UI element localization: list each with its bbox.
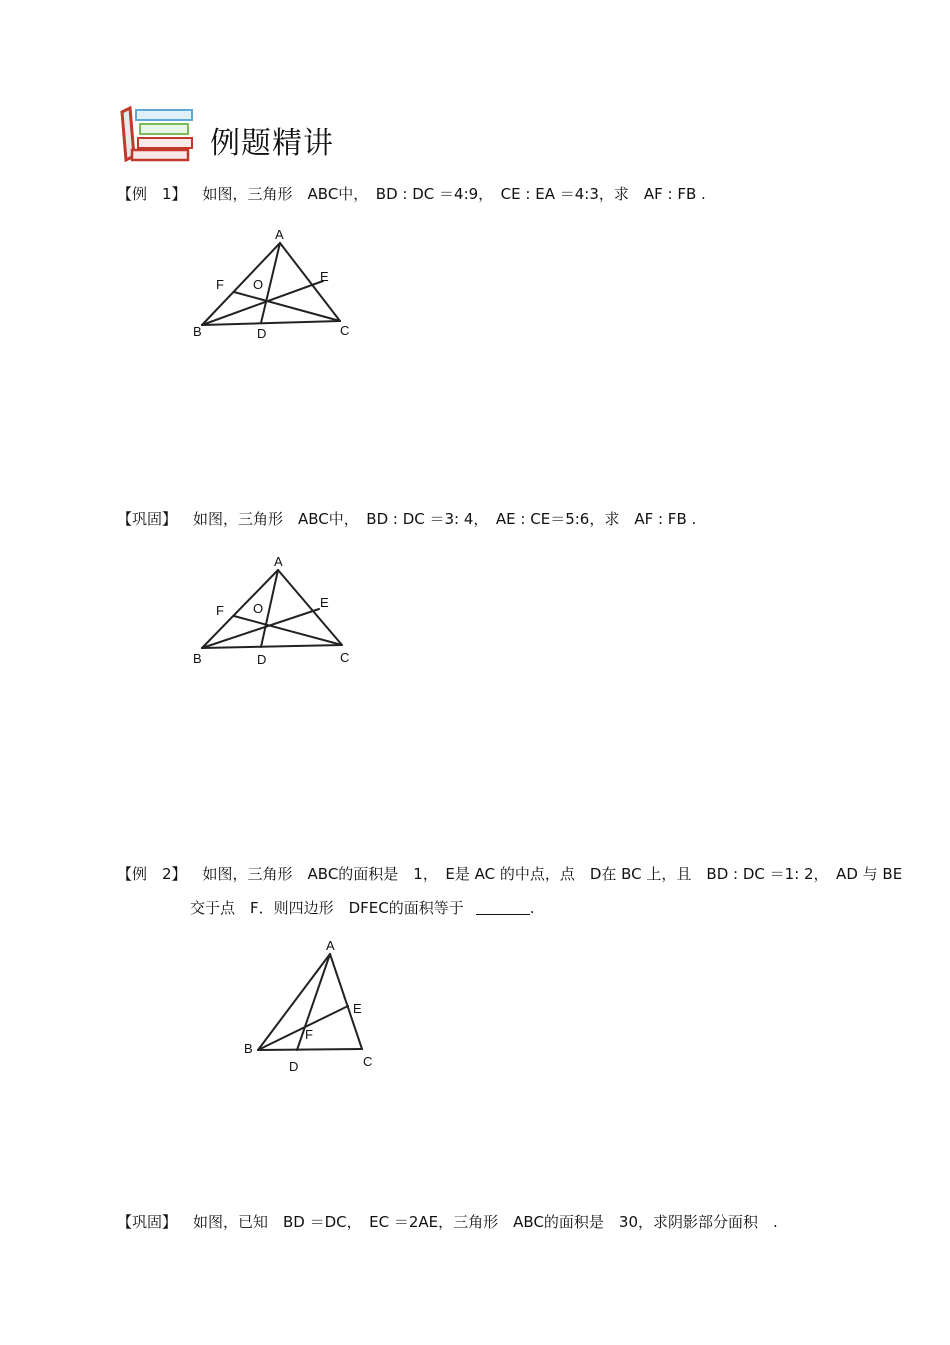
label-c: C — [363, 1054, 373, 1069]
label-c: C — [340, 323, 350, 338]
label-e: E — [320, 595, 329, 610]
problem-consolidate-2 — [117, 1212, 778, 1232]
problem-example-1 — [117, 184, 706, 204]
segment-bc — [258, 1049, 362, 1050]
label-o: O — [253, 277, 264, 292]
label-c: C — [340, 650, 350, 665]
problem-tag: 【巩固】 — [117, 510, 178, 528]
label-b: B — [193, 651, 202, 666]
problem-text-continued: 交于点 F．则四边形 DFEC的面积等于 — [190, 899, 464, 917]
segment-bc — [202, 645, 342, 648]
label-o: O — [253, 601, 264, 616]
label-a: A — [274, 554, 283, 569]
triangle-figure-2 — [180, 552, 380, 677]
answer-blank — [476, 900, 530, 915]
label-b: B — [244, 1041, 253, 1056]
label-b: B — [193, 324, 202, 339]
segment-bc — [202, 321, 340, 325]
label-a: A — [275, 227, 284, 242]
segment-ad — [297, 954, 330, 1050]
problem-tag: 【例 2】 — [117, 865, 187, 883]
problem-example-2-line2 — [190, 898, 535, 918]
problem-example-2 — [117, 864, 902, 884]
segment-cf — [234, 292, 340, 321]
section-title: 例题精讲 — [210, 126, 334, 161]
segment-ac — [280, 243, 340, 321]
problem-text: 如图，三角形 ABC的面积是 1， E是 AC 的中点，点 D在 BC 上，且 BD : DC ＝1: 2， AD 与 BE — [202, 865, 903, 883]
label-a: A — [326, 938, 335, 953]
segment-ac — [278, 570, 342, 645]
problem-consolidate-1 — [117, 509, 696, 529]
problem-tag: 【例 1】 — [117, 185, 187, 203]
segment-ad — [261, 243, 280, 323]
label-d: D — [289, 1059, 299, 1074]
triangle-figure-1 — [180, 225, 380, 350]
problem-text: 如图，三角形 ABC中， BD : DC ＝4:9， CE : EA ＝4:3，求 AF : FB . — [202, 185, 706, 203]
books-icon — [116, 104, 198, 162]
answer-blank-suffix: . — [529, 899, 535, 917]
segment-ad — [261, 570, 278, 647]
label-d: D — [257, 326, 267, 341]
label-e: E — [353, 1001, 362, 1016]
problem-tag: 【巩固】 — [117, 1213, 178, 1231]
segment-ab — [258, 954, 330, 1050]
label-f: F — [216, 277, 224, 292]
label-d: D — [257, 652, 267, 667]
label-e: E — [320, 269, 329, 284]
problem-text: 如图，三角形 ABC中， BD : DC ＝3: 4， AE : CE＝5:6，求 AF : FB . — [193, 510, 697, 528]
segment-ab — [202, 243, 280, 325]
label-f: F — [305, 1027, 313, 1042]
problem-text: 如图，已知 BD ＝DC， EC ＝2AE，三角形 ABC的面积是 30，求阴影部分面积 . — [193, 1213, 778, 1231]
segment-be — [258, 1006, 348, 1050]
triangle-figure-3 — [238, 936, 388, 1076]
label-f: F — [216, 603, 224, 618]
